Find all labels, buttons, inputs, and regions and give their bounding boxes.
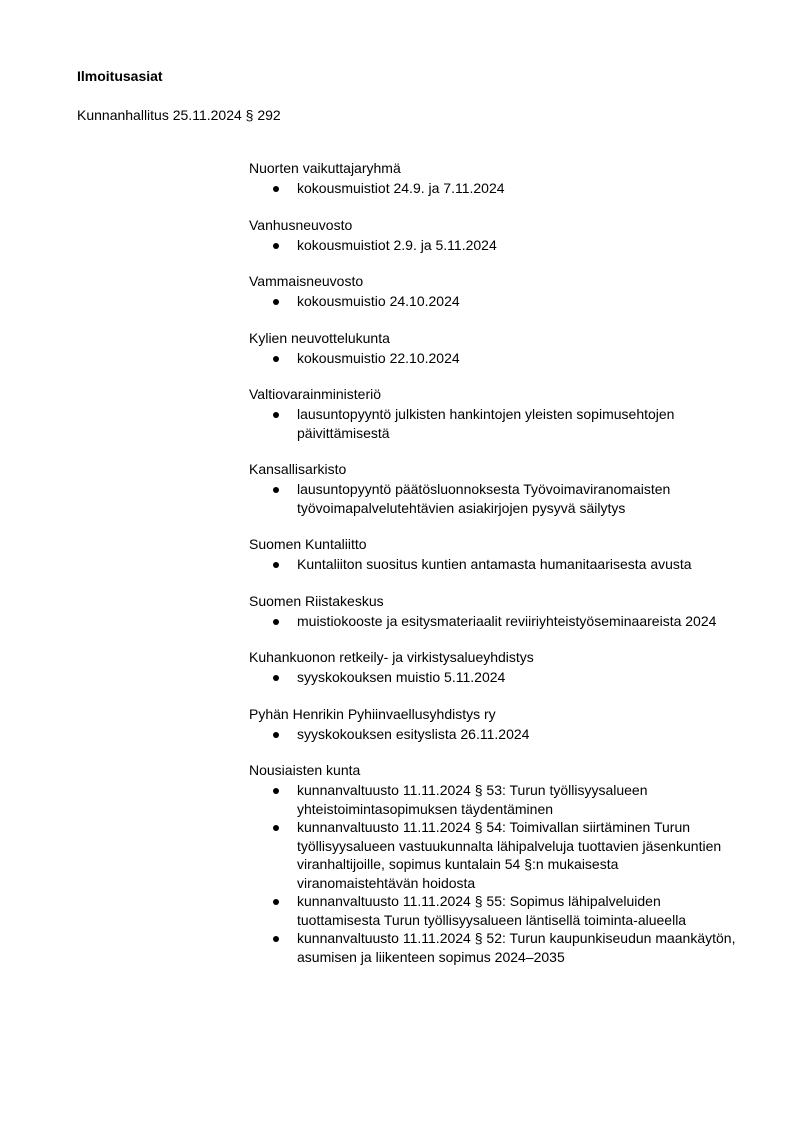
group-item-list (249, 349, 739, 368)
bullet-icon (273, 619, 279, 625)
group-title: Pyhän Henrikin Pyhiinvaellusyhdistys ry (249, 705, 496, 722)
list-item-text: kunnanvaltuusto 11.11.2024 § 52: Turun kaupunkiseudun maankäytön, asumisen ja liikenteen sopimus 2024–2035 (297, 930, 736, 965)
bullet-icon (273, 562, 279, 568)
group-title: Suomen Riistakeskus (249, 592, 384, 609)
bullet-icon (273, 936, 279, 942)
group-title: Valtiovarainministeriö (249, 386, 382, 402)
notice-group (249, 648, 739, 687)
list-item-text: muistiokooste ja esitysmateriaalit reviiriyhteistyöseminaareista 2024 (297, 612, 717, 629)
bullet-icon (273, 788, 279, 794)
list-item-text: kokousmuistio 22.10.2024 (297, 349, 460, 366)
list-item-text: kunnanvaltuusto 11.11.2024 § 53: Turun työllisyysalueen yhteistoimintasopimuksen täydentäminen (297, 782, 648, 817)
bullet-icon (273, 899, 279, 905)
bullet-icon (273, 356, 279, 362)
group-item-list (249, 405, 739, 442)
group-title: Vanhusneuvosto (249, 216, 353, 233)
group-title: Kuhankuonon retkeily- ja virkistysalueyhdistys (249, 649, 534, 665)
group-title: Kansallisarkisto (249, 461, 347, 477)
list-item (249, 179, 739, 198)
list-item (249, 612, 739, 631)
notice-group (249, 272, 739, 311)
notice-group (249, 159, 739, 198)
group-item-list (249, 292, 739, 311)
notice-groups (249, 159, 739, 984)
list-item (249, 480, 739, 517)
list-item (249, 781, 739, 818)
list-item (249, 892, 739, 929)
list-item (249, 405, 739, 442)
group-item-list (249, 480, 739, 517)
list-item (249, 929, 739, 966)
list-item (249, 555, 739, 574)
list-item (249, 668, 739, 687)
group-item-list (249, 555, 739, 574)
notice-group (249, 216, 739, 255)
list-item (249, 818, 739, 892)
notice-group (249, 385, 739, 442)
group-title: Nuorten vaikuttajaryhmä (249, 160, 401, 176)
bullet-icon (273, 243, 279, 249)
list-item-text: kunnanvaltuusto 11.11.2024 § 54: Toimivallan siirtäminen Turun työllisyysalueen vastuukunnalta lähipalveluja tuottavien jäsenkuntien viranhaltijoille, sopimus kuntalain 54 §:n mukaisesta viranomaistehtävän hoidosta (297, 819, 722, 891)
page-title: Ilmoitusasiat (77, 68, 163, 84)
group-item-list (249, 781, 739, 966)
notice-group (249, 705, 739, 744)
notice-group (249, 592, 739, 631)
list-item-text: kokousmuistiot 24.9. ja 7.11.2024 (297, 180, 505, 196)
meeting-reference: Kunnanhallitus 25.11.2024 § 292 (77, 107, 281, 123)
list-item-text: syyskokouksen esityslista 26.11.2024 (297, 725, 530, 742)
bullet-icon (273, 299, 279, 305)
bullet-icon (273, 186, 279, 192)
list-item (249, 725, 739, 744)
notice-group (249, 535, 739, 574)
list-item (249, 236, 739, 255)
list-item-text: kokousmuistiot 2.9. ja 5.11.2024 (297, 236, 497, 253)
list-item-text: syyskokouksen muistio 5.11.2024 (297, 669, 506, 685)
group-item-list (249, 179, 739, 198)
bullet-icon (273, 732, 279, 738)
list-item-text: Kuntaliiton suositus kuntien antamasta humanitaarisesta avusta (297, 556, 692, 572)
list-item-text: kokousmuistio 24.10.2024 (297, 293, 460, 309)
group-title: Kylien neuvottelukunta (249, 329, 390, 346)
list-item-text: kunnanvaltuusto 11.11.2024 § 55: Sopimus lähipalveluiden tuottamisesta Turun työllisyysalueen läntisellä toiminta-alueella (297, 893, 687, 928)
bullet-icon (273, 675, 279, 681)
group-item-list (249, 668, 739, 687)
group-title: Nousiaisten kunta (249, 762, 361, 778)
list-item-text: lausuntopyyntö päätösluonnoksesta Työvoimaviranomaisten työvoimapalvelutehtävien asiakirjojen pysyvä säilytys (297, 481, 671, 516)
group-item-list (249, 236, 739, 255)
notice-group (249, 460, 739, 517)
list-item (249, 349, 739, 368)
list-item-text: lausuntopyyntö julkisten hankintojen yleisten sopimusehtojen päivittämisestä (297, 406, 675, 441)
bullet-icon (273, 487, 279, 493)
group-title: Suomen Kuntaliitto (249, 536, 367, 552)
notice-group (249, 329, 739, 368)
group-item-list (249, 612, 739, 631)
group-item-list (249, 725, 739, 744)
bullet-icon (273, 412, 279, 418)
notice-group (249, 761, 739, 966)
list-item (249, 292, 739, 311)
bullet-icon (273, 825, 279, 831)
group-title: Vammaisneuvosto (249, 273, 364, 289)
